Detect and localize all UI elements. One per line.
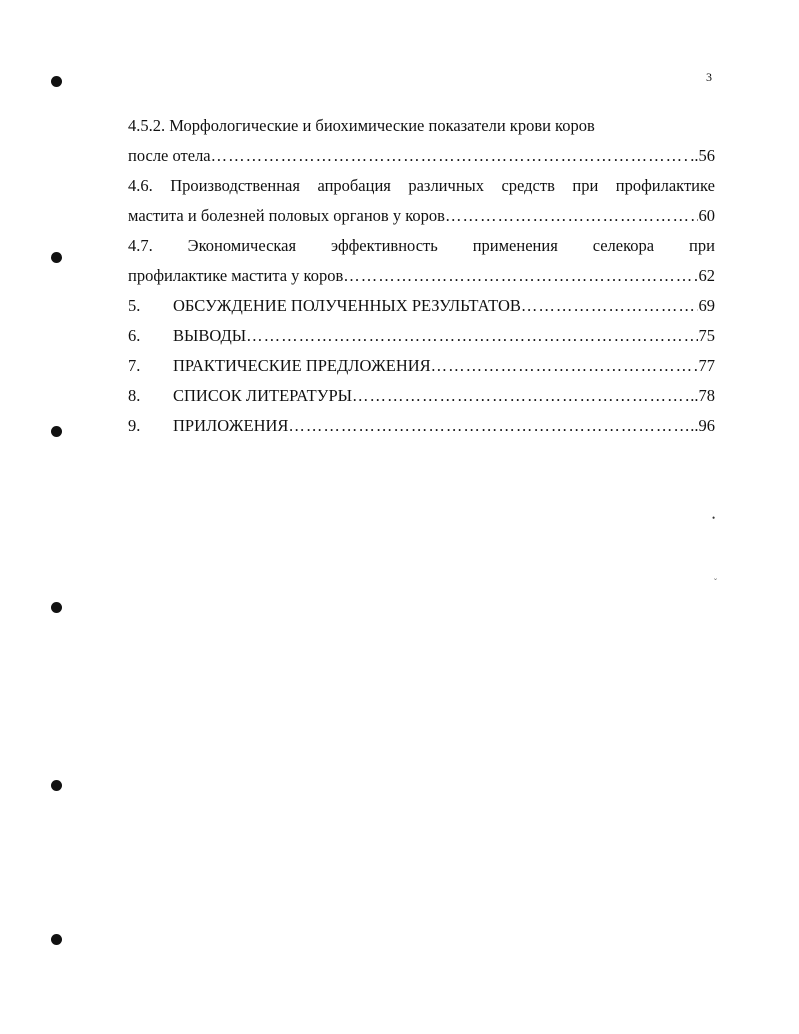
- toc-entry-4-7-line2: профилактике мастита у коров ………………………………………………………………………………………………………………………………………………………………………………… 62: [128, 266, 715, 286]
- toc-page: 62: [698, 266, 715, 285]
- leader-dots: [352, 386, 689, 406]
- toc-page: 60: [698, 206, 715, 225]
- leader-dots: [246, 326, 697, 346]
- punch-hole: [51, 934, 62, 945]
- toc-entry-9: 9. ПРИЛОЖЕНИЯ ………………………………………………………………………………………………………………………………………………………………………………… ..96: [128, 416, 715, 436]
- punch-hole: [51, 780, 62, 791]
- leader-dots: [288, 416, 689, 436]
- leader-dots: [445, 206, 698, 226]
- toc-entry-8: 8. СПИСОК ЛИТЕРАТУРЫ ………………………………………………………………………………………………………………………………………………………………………………… ..78: [128, 386, 715, 406]
- punch-hole: [51, 76, 62, 87]
- leader-dots: [343, 266, 697, 286]
- punch-hole: [51, 602, 62, 613]
- leader-dots: [431, 356, 698, 376]
- scan-speck: ˘: [714, 577, 717, 587]
- toc-entry-4-6-line1: 4.6. Производственная апробация различных средств при профилактике: [128, 176, 715, 195]
- page-number: 3: [706, 70, 712, 84]
- toc-page: 77: [698, 356, 715, 375]
- scan-speck: •: [712, 513, 716, 523]
- toc-entry-4-7-line1: 4.7. Экономическая эффективность применения селекора при: [128, 236, 715, 255]
- leader-dots: [211, 146, 690, 166]
- toc-page: 75: [698, 326, 715, 345]
- toc-entry-7: 7. ПРАКТИЧЕСКИЕ ПРЕДЛОЖЕНИЯ ………………………………………………………………………………………………………………………………………………………………………………… 77: [128, 356, 715, 376]
- toc-page: ..78: [690, 386, 715, 405]
- toc-entry-4-5-2-line2: после отела ………………………………………………………………………………………………………………………………………………………………………………… ..56: [128, 146, 715, 166]
- punch-hole: [51, 426, 62, 437]
- toc-entry-6: 6. ВЫВОДЫ ………………………………………………………………………………………………………………………………………………………………………………… 75: [128, 326, 715, 346]
- toc-entry-5: 5. ОБСУЖДЕНИЕ ПОЛУЧЕННЫХ РЕЗУЛЬТАТОВ ………………………………………………………………………………………………………………………………………………………………………………… 69: [128, 296, 715, 316]
- leader-dots: [521, 296, 698, 316]
- toc-page: 69: [698, 296, 715, 315]
- toc-page: ..96: [690, 416, 715, 435]
- punch-hole: [51, 252, 62, 263]
- toc-entry-4-5-2-line1: 4.5.2. Морфологические и биохимические показатели крови коров: [128, 116, 595, 135]
- toc-page: ..56: [690, 146, 715, 165]
- toc-entry-4-6-line2: мастита и болезней половых органов у коров ………………………………………………………………………………………………………………………………………………………………………………… 60: [128, 206, 715, 226]
